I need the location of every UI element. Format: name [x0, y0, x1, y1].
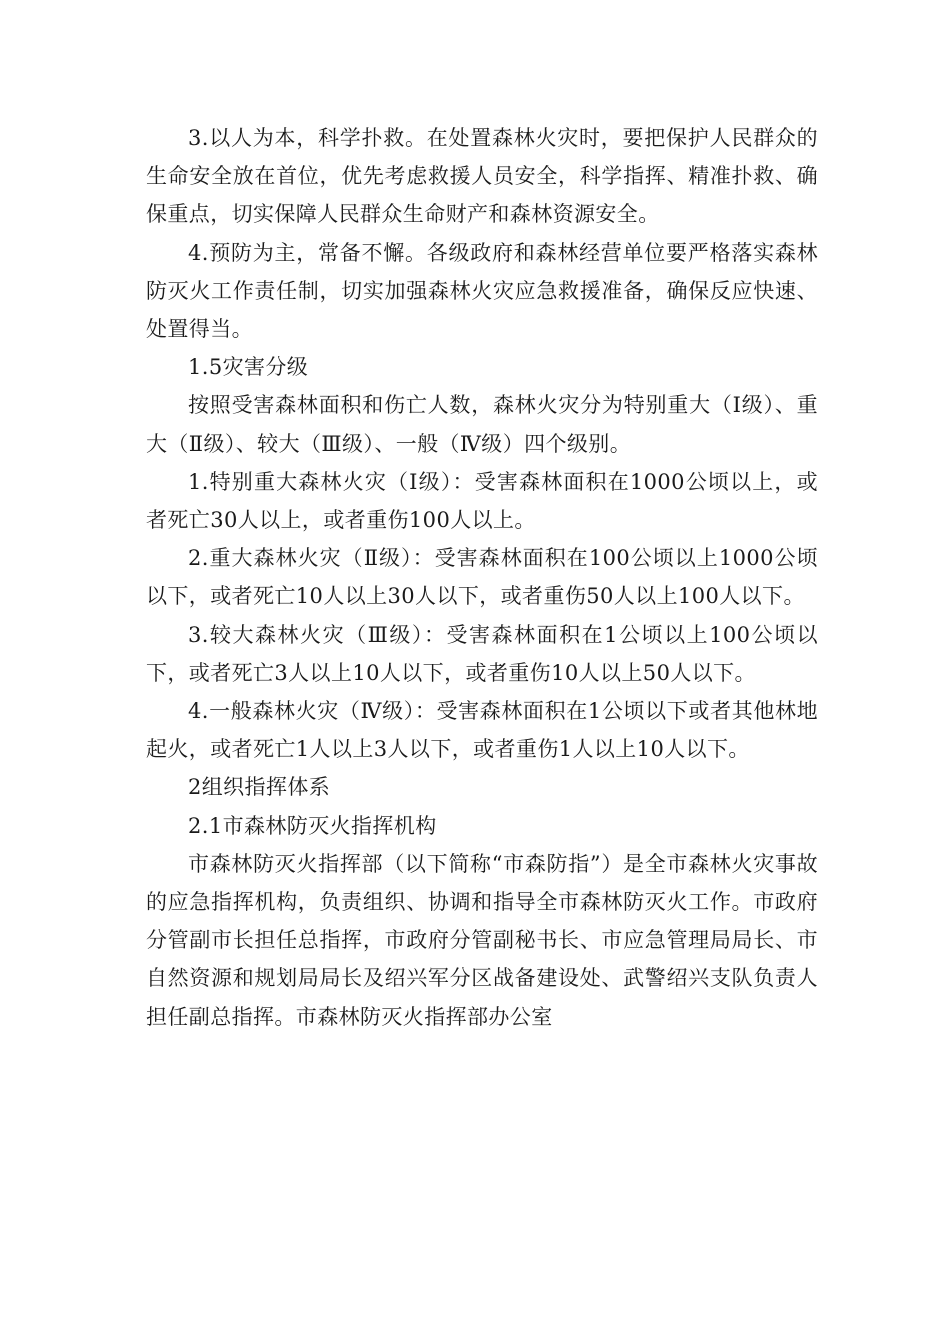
section-heading-city-command-agency: 2.1市森林防灭火指挥机构: [188, 813, 437, 838]
document-body: [146, 119, 818, 1036]
paragraph-grade-4: 4.一般森林火灾（Ⅳ级）：受害森林面积在1公顷以下或者其他林地起火，或者死亡1人以上3人以下，或者重伤1人以上10人以下。: [146, 699, 818, 762]
paragraph-grading-overview: 按照受害森林面积和伤亡人数，森林火灾分为特别重大（Ⅰ级）、重大（Ⅱ级）、较大（Ⅲ级）、一般（Ⅳ级）四个级别。: [146, 393, 818, 456]
paragraph-city-command-agency: 市森林防灭火指挥部（以下简称“市森防指”）是全市森林火灾事故的应急指挥机构，负责组织、协调和指导全市森林防灭火工作。市政府分管副市长担任总指挥，市政府分管副秘书长、市应急管理局局长、市自然资源和规划局局长及绍兴军分区战备建设处、武警绍兴支队负责人担任副总指挥。市森林防灭火指挥部办公室: [146, 851, 818, 1029]
paragraph-grade-2: 2.重大森林火灾（Ⅱ级）：受害森林面积在100公顷以上1000公顷以下，或者死亡10人以上30人以下，或者重伤50人以上100人以下。: [146, 546, 818, 609]
section-heading-command-system: 2组织指挥体系: [188, 775, 331, 800]
paragraph-principle-prevention: 4.预防为主，常备不懈。各级政府和森林经营单位要严格落实森林防灭火工作责任制，切实加强森林火灾应急救援准备，确保反应快速、处置得当。: [146, 240, 818, 342]
paragraph-principle-people-first: 3.以人为本，科学扑救。在处置森林火灾时，要把保护人民群众的生命安全放在首位，优先考虑救援人员安全，科学指挥、精准扑救、确保重点，切实保障人民群众生命财产和森林资源安全。: [146, 126, 818, 227]
section-heading-disaster-grading: 1.5灾害分级: [188, 355, 309, 380]
paragraph-grade-3: 3.较大森林火灾（Ⅲ级）：受害森林面积在1公顷以上100公顷以下，或者死亡3人以上10人以下，或者重伤10人以上50人以下。: [146, 622, 818, 685]
paragraph-grade-1: 1.特别重大森林火灾（Ⅰ级）：受害森林面积在1000公顷以上，或者死亡30人以上，或者重伤100人以上。: [146, 469, 818, 533]
